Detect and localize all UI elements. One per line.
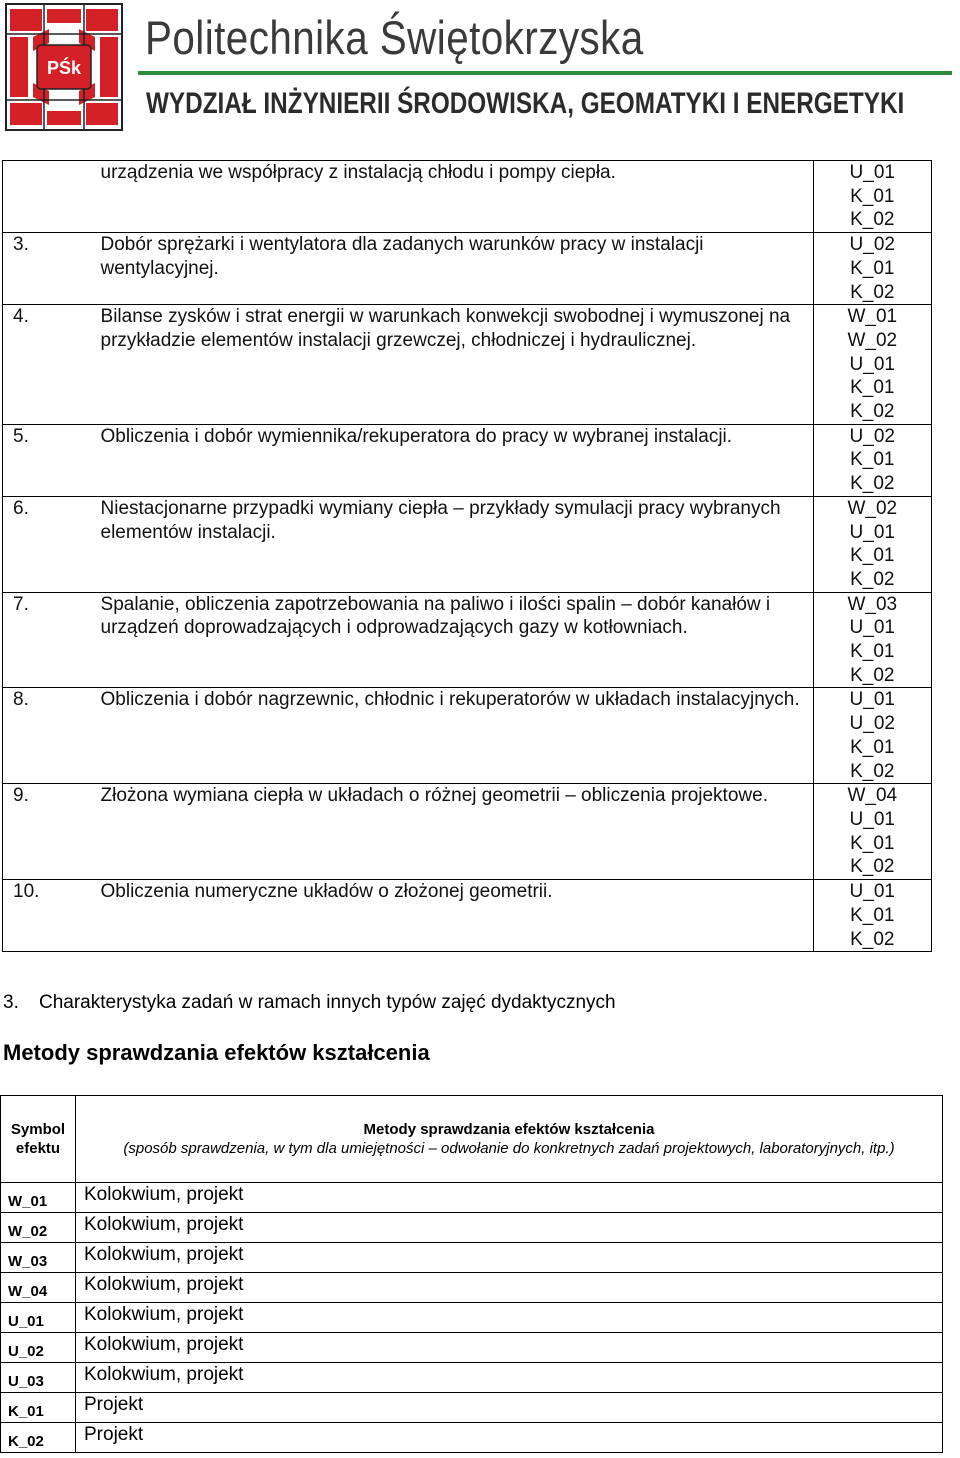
topic-text: Bilanse zysków i strat energii w warunkach konwekcji swobodnej i wymuszonej na przykładzie elementów instalacji grzewczej, chłodniczej i hydraulicznej. [99,305,814,425]
topic-row [3,784,932,880]
topic-row [3,305,932,425]
methods-header [76,1096,943,1183]
effect-symbol: U_03 [1,1363,76,1393]
verification-method: Kolokwium, projekt [76,1243,943,1273]
effect-symbol: W_01 [1,1183,76,1213]
method-row [1,1183,943,1213]
topic-effects [813,784,931,880]
method-row [1,1243,943,1273]
topic-row [3,424,932,496]
effect-symbol: W_02 [1,1213,76,1243]
section-3-title [3,991,616,1015]
effect-code: K_01 [850,545,895,567]
topic-number [3,161,99,233]
topic-number: 10. [3,880,99,952]
topic-text: Obliczenia i dobór wymiennika/rekuperatora do pracy w wybranej instalacji. [99,424,814,496]
effect-code: W_02 [847,497,898,519]
university-name: Politechnika Świętokrzyska [145,11,644,64]
verification-method: Kolokwium, projekt [76,1363,943,1393]
effect-code: U_01 [849,808,895,830]
topic-effects [813,233,931,305]
effect-code: K_01 [850,449,895,471]
topic-number: 5. [3,424,99,496]
effect-code: U_01 [849,162,895,183]
topic-row [3,592,932,688]
effect-code: K_02 [850,856,895,878]
effect-code: K_02 [850,928,895,950]
topic-text: Dobór sprężarki i wentylatora dla zadanych warunków pracy w instalacji wentylacyjnej. [99,233,814,305]
effect-code: U_01 [849,881,895,903]
topic-effects [813,688,931,784]
effect-symbol: W_03 [1,1243,76,1273]
topic-number: 9. [3,784,99,880]
methods-table [0,1095,943,1453]
topic-text: Spalanie, obliczenia zapotrzebowania na paliwo i ilości spalin – dobór kanałów i urządzeń doprowadzających i odprowadzających gazy w kotłowniach. [99,592,814,688]
method-row [1,1423,943,1453]
verification-method: Projekt [76,1393,943,1423]
effect-code: W_01 [847,306,898,328]
effect-code: U_01 [849,353,895,375]
effect-code: K_02 [850,209,895,231]
effect-code: U_02 [849,425,895,447]
effect-symbol: U_01 [1,1303,76,1333]
effect-code: U_01 [849,617,895,639]
topic-row [3,233,932,305]
methods-heading: Metody sprawdzania efektów kształcenia [3,1040,430,1065]
section-number: 3. [3,992,19,1013]
effect-code: U_01 [849,689,895,711]
effect-code: U_01 [849,521,895,543]
section-text: Charakterystyka zadań w ramach innych typów zajęć dydaktycznych [39,992,616,1013]
topic-number: 4. [3,305,99,425]
topic-effects [813,424,931,496]
symbol-header-label: Symbol efektu [10,1121,66,1157]
topic-effects [813,880,931,952]
university-logo [5,3,123,131]
effect-code: K_01 [850,257,895,279]
topic-effects [813,305,931,425]
verification-method: Kolokwium, projekt [76,1333,943,1363]
effect-code: K_02 [850,281,895,303]
methods-header-title: Metody sprawdzania efektów kształcenia [363,1121,655,1138]
verification-method: Kolokwium, projekt [76,1183,943,1213]
topic-text: Złożona wymiana ciepła w układach o różnej geometrii – obliczenia projektowe. [99,784,814,880]
effect-code: K_01 [850,904,895,926]
effect-code: K_02 [850,473,895,495]
effect-code: K_02 [850,401,895,423]
effect-code: W_02 [847,329,898,351]
topics-table [2,160,932,952]
effect-symbol: W_04 [1,1273,76,1303]
effect-code: K_01 [850,377,895,399]
topic-number: 3. [3,233,99,305]
method-row [1,1333,943,1363]
methods-header-subtitle: (sposób sprawdzenia, w tym dla umiejętności – odwołanie do konkretnych zadań projektowych, laboratoryjnych, itp.) [123,1140,895,1157]
verification-method: Kolokwium, projekt [76,1213,943,1243]
topic-row [3,688,932,784]
topic-effects [813,592,931,688]
topic-row [3,496,932,592]
symbol-header [1,1096,76,1183]
topic-text: Niestacjonarne przypadki wymiany ciepła – przykłady symulacji pracy wybranych elementów instalacji. [99,496,814,592]
topic-effects [813,496,931,592]
method-row [1,1393,943,1423]
effect-code: W_04 [847,785,898,807]
effect-code: U_02 [849,234,895,256]
effect-code: U_02 [849,713,895,735]
effect-code: K_01 [850,185,895,207]
topic-effects [813,161,931,233]
topic-number: 7. [3,592,99,688]
method-row [1,1273,943,1303]
topic-row [3,161,932,233]
verification-method: Projekt [76,1423,943,1453]
verification-method: Kolokwium, projekt [76,1303,943,1333]
effect-code: K_02 [850,568,895,590]
faculty-name: WYDZIAŁ INŻYNIERII ŚRODOWISKA, GEOMATYKI I ENERGETYKI [146,87,905,120]
method-row [1,1363,943,1393]
topic-text: Obliczenia i dobór nagrzewnic, chłodnic i rekuperatorów w układach instalacyjnych. [99,688,814,784]
topic-text: Obliczenia numeryczne układów o złożonej geometrii. [99,880,814,952]
logo-text: PŚk [46,58,82,78]
effect-code: K_02 [850,760,895,782]
effect-symbol: K_02 [1,1423,76,1453]
effect-code: K_01 [850,832,895,854]
method-row [1,1213,943,1243]
topic-row [3,880,932,952]
effect-code: K_01 [850,641,895,663]
effect-symbol: U_02 [1,1333,76,1363]
effect-symbol: K_01 [1,1393,76,1423]
header-divider [138,71,952,75]
method-row [1,1303,943,1333]
topic-text: urządzenia we współpracy z instalacją chłodu i pompy ciepła. [99,161,814,233]
topic-number: 8. [3,688,99,784]
effect-code: K_02 [850,664,895,686]
effect-code: W_03 [847,593,898,615]
topic-number: 6. [3,496,99,592]
verification-method: Kolokwium, projekt [76,1273,943,1303]
effect-code: K_01 [850,736,895,758]
